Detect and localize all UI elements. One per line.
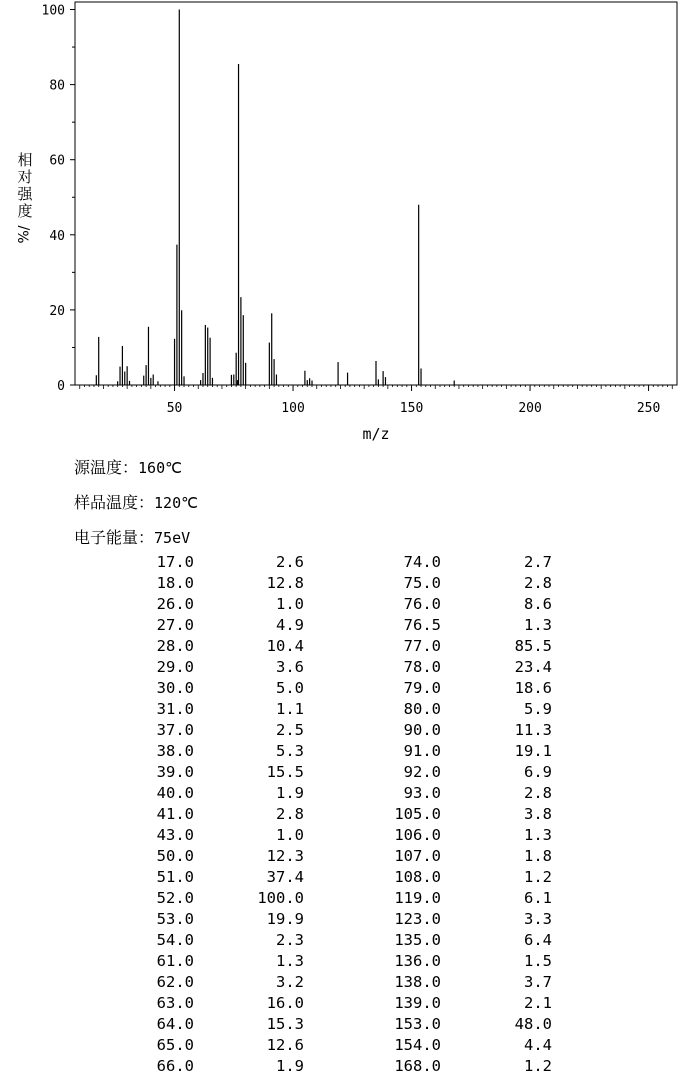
intensity-cell: 15.5 [266,763,304,781]
spectrum-bars [96,10,454,385]
intensity-cell: 11.3 [514,721,552,739]
mz-cell: 76.5 [403,616,441,634]
mz-cell: 26.0 [156,595,194,613]
mz-cell: 74.0 [403,553,441,571]
mz-cell: 30.0 [156,679,194,697]
mz-cell: 78.0 [403,658,441,676]
intensity-cell: 12.8 [266,574,304,592]
mz-cell: 90.0 [403,721,441,739]
intensity-cell: 3.2 [276,973,304,991]
mz-cell: 39.0 [156,763,194,781]
mz-cell: 17.0 [156,553,194,571]
source-temperature-value: 160℃ [138,459,182,477]
y-axis-label-unit: %/ [16,225,33,244]
intensity-cell: 1.1 [276,700,304,718]
electron-energy [74,529,190,547]
mz-cell: 64.0 [156,1015,194,1033]
mz-cell: 79.0 [403,679,441,697]
intensity-cell: 1.3 [524,826,552,844]
intensity-cell: 15.3 [266,1015,304,1033]
plot-frame [75,2,677,385]
intensity-cell: 8.6 [524,595,552,613]
intensity-cell: 19.9 [266,910,304,928]
x-tick-label: 50 [166,401,183,416]
x-tick-label: 100 [281,401,305,416]
mz-cell: 153.0 [394,1015,441,1033]
y-tick-label: 20 [49,303,65,319]
intensity-cell: 2.3 [276,931,304,949]
mz-cell: 38.0 [156,742,194,760]
x-axis-label: m/z [362,425,390,443]
intensity-cell: 1.8 [524,847,552,865]
mz-cell: 136.0 [394,952,441,970]
mz-cell: 29.0 [156,658,194,676]
intensity-cell: 37.4 [266,868,304,886]
mz-cell: 107.0 [394,847,441,865]
mz-cell: 80.0 [403,700,441,718]
mz-cell: 91.0 [403,742,441,760]
mz-cell: 51.0 [156,868,194,886]
intensity-cell: 10.4 [266,637,304,655]
intensity-cell: 48.0 [514,1015,552,1033]
x-tick-label: 200 [518,401,542,416]
intensity-cell: 12.3 [266,847,304,865]
sample-temperature [74,494,198,512]
mz-cell: 37.0 [156,721,194,739]
intensity-cell: 3.8 [524,805,552,823]
mz-cell: 18.0 [156,574,194,592]
y-axis-label [14,152,36,243]
intensity-cell: 1.2 [524,1057,552,1075]
y-tick-label: 80 [49,78,65,94]
x-axis-ticks [167,385,661,416]
intensity-cell: 4.9 [276,616,304,634]
y-tick-label: 60 [49,153,65,169]
mz-cell: 63.0 [156,994,194,1012]
y-axis-ticks [42,4,75,394]
mz-cell: 50.0 [156,847,194,865]
intensity-cell: 2.8 [276,805,304,823]
mz-cell: 105.0 [394,805,441,823]
intensity-cell: 100.0 [257,889,304,907]
mz-cell: 168.0 [394,1057,441,1075]
mz-cell: 75.0 [403,574,441,592]
mz-cell: 77.0 [403,637,441,655]
intensity-cell: 16.0 [266,994,304,1012]
intensity-cell: 6.4 [524,931,552,949]
intensity-cell: 6.1 [524,889,552,907]
intensity-cell: 1.3 [524,616,552,634]
mz-cell: 53.0 [156,910,194,928]
mz-cell: 139.0 [394,994,441,1012]
intensity-cell: 4.4 [524,1036,552,1054]
y-axis-label-char: 度 [17,202,33,220]
y-axis-label-char: 对 [17,168,33,186]
intensity-cell: 19.1 [514,742,552,760]
electron-energy-value: 75eV [154,529,191,547]
intensity-cell: 1.2 [524,868,552,886]
mz-cell: 135.0 [394,931,441,949]
mz-cell: 66.0 [156,1057,194,1075]
mz-cell: 54.0 [156,931,194,949]
mz-cell: 27.0 [156,616,194,634]
intensity-cell: 2.1 [524,994,552,1012]
intensity-cell: 1.9 [276,1057,304,1075]
intensity-cell: 18.6 [514,679,552,697]
mz-cell: 123.0 [394,910,441,928]
intensity-cell: 2.8 [524,784,552,802]
source-temperature-label: 源温度： [74,458,139,477]
intensity-cell: 12.6 [266,1036,304,1054]
sample-temperature-label: 样品温度： [74,493,155,512]
x-tick-label: 150 [399,401,424,416]
mz-cell: 92.0 [403,763,441,781]
intensity-cell: 2.6 [276,553,304,571]
x-tick-label: 250 [636,401,661,416]
mz-cell: 43.0 [156,826,194,844]
mz-cell: 31.0 [156,700,194,718]
intensity-cell: 1.3 [276,952,304,970]
intensity-cell: 1.5 [524,952,552,970]
intensity-cell: 2.7 [524,553,552,571]
intensity-cell: 3.6 [276,658,304,676]
mz-cell: 41.0 [156,805,194,823]
sample-temperature-value: 120℃ [154,494,198,512]
intensity-cell: 2.5 [276,721,304,739]
mz-cell: 61.0 [156,952,194,970]
y-tick-label: 0 [57,379,65,394]
mz-cell: 28.0 [156,637,194,655]
intensity-cell: 5.3 [276,742,304,760]
electron-energy-label: 电子能量： [74,528,155,547]
y-tick-label: 100 [41,3,65,19]
intensity-cell: 3.3 [524,910,552,928]
y-axis-label-char: 相 [17,151,33,169]
intensity-cell: 5.9 [524,700,552,718]
mass-spectrum-chart [0,0,680,450]
mz-cell: 40.0 [156,784,194,802]
mz-cell: 154.0 [394,1036,441,1054]
intensity-cell: 1.0 [276,595,304,613]
intensity-cell: 3.7 [524,973,552,991]
source-temperature [74,459,182,477]
intensity-cell: 85.5 [514,637,552,655]
mz-cell: 138.0 [394,973,441,991]
intensity-cell: 1.0 [276,826,304,844]
y-tick-label: 40 [49,228,65,244]
x-axis-minor-ticks [80,385,673,389]
y-axis-label-char: 强 [17,185,33,203]
mz-cell: 76.0 [403,595,441,613]
intensity-cell: 5.0 [276,679,304,697]
intensity-cell: 23.4 [514,658,552,676]
mz-cell: 93.0 [403,784,441,802]
intensity-cell: 2.8 [524,574,552,592]
mz-cell: 119.0 [394,889,441,907]
mz-cell: 106.0 [394,826,441,844]
mz-cell: 65.0 [156,1036,194,1054]
intensity-cell: 6.9 [524,763,552,781]
mz-cell: 62.0 [156,973,194,991]
mz-cell: 52.0 [156,889,194,907]
intensity-cell: 1.9 [276,784,304,802]
mz-cell: 108.0 [394,868,441,886]
